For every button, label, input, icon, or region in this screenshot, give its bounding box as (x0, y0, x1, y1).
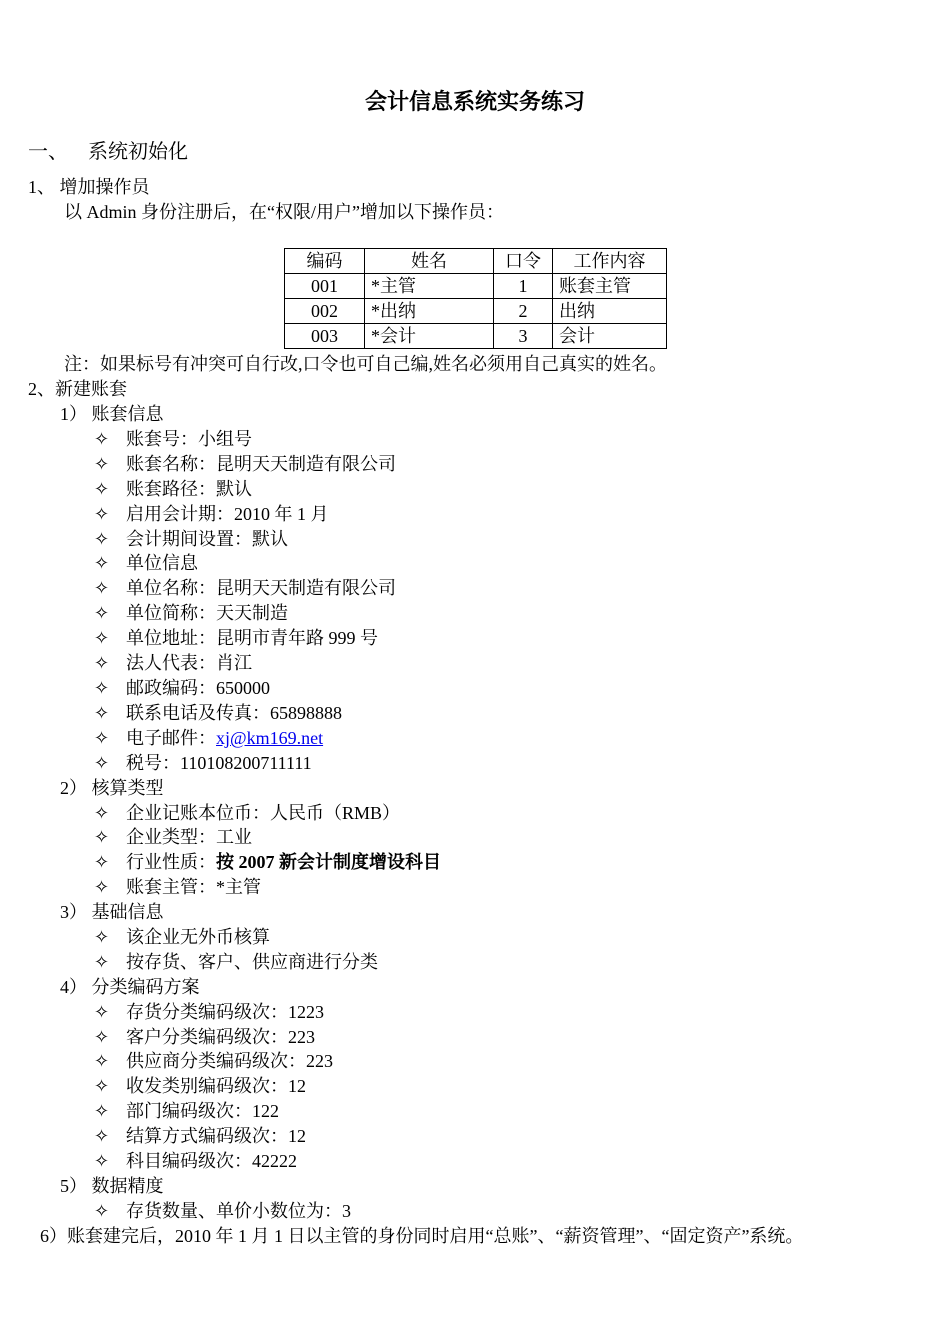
section-title: 系统初始化 (88, 141, 188, 163)
diamond-bullet-icon: ✧ (94, 1151, 110, 1171)
document-title: 会计信息系统实务练习 (364, 89, 585, 114)
item1-heading: 1、 增加操作员 (28, 177, 150, 197)
list-item: ✧ 邮政编码：650000 (94, 678, 270, 698)
diamond-bullet-icon: ✧ (94, 578, 110, 598)
sub4-heading: 4） 分类编码方案 (60, 977, 200, 997)
diamond-bullet-icon: ✧ (94, 479, 110, 499)
diamond-bullet-icon: ✧ (94, 504, 110, 524)
list-item: ✧ 供应商分类编码级次：223 (94, 1051, 333, 1071)
email-link[interactable]: xj@km169.net (216, 728, 324, 748)
diamond-bullet-icon: ✧ (94, 877, 110, 897)
diamond-bullet-icon: ✧ (94, 1027, 110, 1047)
diamond-bullet-icon: ✧ (94, 603, 110, 623)
diamond-bullet-icon: ✧ (94, 529, 110, 549)
diamond-bullet-icon: ✧ (94, 429, 110, 449)
list-item: ✧ 结算方式编码级次：12 (94, 1126, 306, 1146)
diamond-bullet-icon: ✧ (94, 927, 110, 947)
table-row (285, 324, 667, 349)
diamond-bullet-icon: ✧ (94, 753, 110, 773)
table-cell: 003 (285, 324, 365, 349)
diamond-bullet-icon: ✧ (94, 952, 110, 972)
table-row (285, 274, 667, 299)
sub5-heading: 5） 数据精度 (60, 1176, 164, 1196)
list-item: ✧ 该企业无外币核算 (94, 927, 270, 947)
table-note: 注：如果标号有冲突可自行改,口令也可自己编,姓名必须用自己真实的姓名。 (64, 354, 667, 374)
list-item: ✧ 科目编码级次：42222 (94, 1151, 297, 1171)
diamond-bullet-icon: ✧ (94, 678, 110, 698)
list-item: ✧ 会计期间设置：默认 (94, 529, 288, 549)
list-item: ✧ 单位信息 (94, 553, 198, 573)
list-item: ✧ 单位地址：昆明市青年路 999 号 (94, 628, 378, 648)
diamond-bullet-icon: ✧ (94, 653, 110, 673)
diamond-bullet-icon: ✧ (94, 1101, 110, 1121)
table-cell: 出纳 (553, 299, 667, 324)
list-item: ✧ 行业性质：按 2007 新会计制度增设科目 (94, 852, 441, 872)
section-heading-1 (28, 138, 188, 166)
list-item: ✧ 企业记账本位币：人民币（RMB） (94, 803, 401, 823)
table-cell: 3 (494, 324, 553, 349)
item2-heading: 2、新建账套 (28, 379, 127, 399)
table-cell: 002 (285, 299, 365, 324)
list-item: ✧ 收发类别编码级次：12 (94, 1076, 306, 1096)
list-item: ✧ 客户分类编码级次：223 (94, 1027, 315, 1047)
table-header-cell: 编码 (285, 249, 365, 274)
list-item: ✧ 存货分类编码级次：1223 (94, 1002, 324, 1022)
diamond-bullet-icon: ✧ (94, 703, 110, 723)
diamond-bullet-icon: ✧ (94, 827, 110, 847)
table-cell: *会计 (365, 324, 494, 349)
table-cell: 账套主管 (553, 274, 667, 299)
list-item: ✧ 税号：110108200711111 (94, 753, 312, 773)
list-item: ✧ 单位简称：天天制造 (94, 603, 288, 623)
list-item: ✧ 联系电话及传真：65898888 (94, 703, 342, 723)
list-item: ✧ 账套主管：*主管 (94, 877, 261, 897)
diamond-bullet-icon: ✧ (94, 852, 110, 872)
list-item: ✧ 账套路径：默认 (94, 479, 252, 499)
diamond-bullet-icon: ✧ (94, 728, 110, 748)
operators-table (284, 248, 667, 349)
table-header-cell: 姓名 (365, 249, 494, 274)
sub3-heading: 3） 基础信息 (60, 902, 164, 922)
sub6-paragraph: 6）账套建完后，2010 年 1 月 1 日以主管的身份同时启用“总账”、“薪资管理”、“固定资产”系统。 (40, 1226, 804, 1246)
diamond-bullet-icon: ✧ (94, 1051, 110, 1071)
section-number: 一、 (28, 141, 68, 163)
list-item: ✧ 账套名称：昆明天天制造有限公司 (94, 454, 396, 474)
list-item: ✧ 按存货、客户、供应商进行分类 (94, 952, 378, 972)
list-item: ✧ 法人代表：肖江 (94, 653, 252, 673)
diamond-bullet-icon: ✧ (94, 1201, 110, 1221)
diamond-bullet-icon: ✧ (94, 454, 110, 474)
table-header-cell: 工作内容 (553, 249, 667, 274)
list-item: ✧ 企业类型：工业 (94, 827, 252, 847)
list-item: ✧ 启用会计期：2010 年 1 月 (94, 504, 329, 524)
list-item: ✧ 部门编码级次：122 (94, 1101, 279, 1121)
table-cell: 会计 (553, 324, 667, 349)
table-row (285, 299, 667, 324)
item1-intro: 以 Admin 身份注册后，在“权限/用户”增加以下操作员： (64, 202, 504, 222)
industry-value: 按 2007 新会计制度增设科目 (216, 852, 441, 872)
diamond-bullet-icon: ✧ (94, 553, 110, 573)
sub1-heading: 1） 账套信息 (60, 404, 164, 424)
table-cell: *出纳 (365, 299, 494, 324)
table-cell: 001 (285, 274, 365, 299)
sub2-heading: 2） 核算类型 (60, 778, 164, 798)
table-cell: *主管 (365, 274, 494, 299)
table-cell: 1 (494, 274, 553, 299)
diamond-bullet-icon: ✧ (94, 1076, 110, 1096)
list-item: ✧ 电子邮件：xj@km169.net (94, 728, 324, 748)
list-item: ✧ 单位名称：昆明天天制造有限公司 (94, 578, 396, 598)
diamond-bullet-icon: ✧ (94, 628, 110, 648)
diamond-bullet-icon: ✧ (94, 803, 110, 823)
diamond-bullet-icon: ✧ (94, 1002, 110, 1022)
table-cell: 2 (494, 299, 553, 324)
table-header-cell: 口令 (494, 249, 553, 274)
list-item: ✧ 存货数量、单价小数位为：3 (94, 1201, 351, 1221)
list-item: ✧ 账套号：小组号 (94, 429, 252, 449)
diamond-bullet-icon: ✧ (94, 1126, 110, 1146)
table-header-row (285, 249, 667, 274)
